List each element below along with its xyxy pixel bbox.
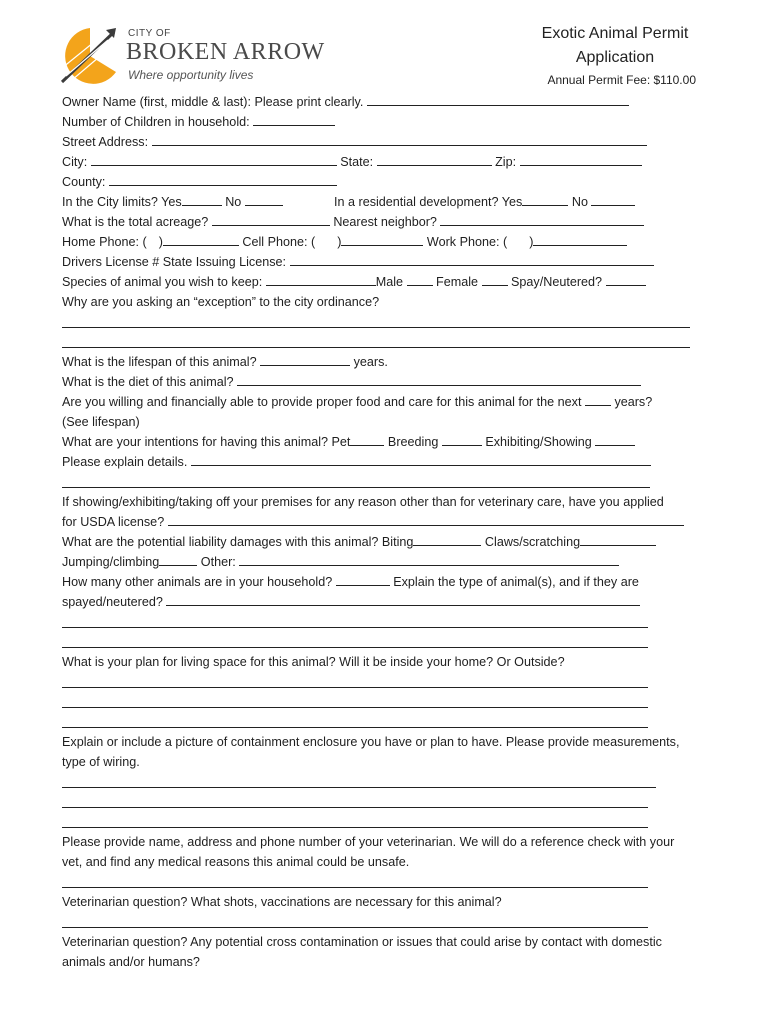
- street-label: Street Address:: [62, 135, 149, 149]
- spay-label: Spay/Neutered?: [511, 275, 603, 289]
- breeding-label: Breeding: [387, 435, 439, 449]
- lifespan-label: What is the lifespan of this animal?: [62, 355, 257, 369]
- permit-fee: Annual Permit Fee: $110.00: [547, 73, 696, 87]
- city-limits-no-label: No: [225, 195, 242, 209]
- other-label: Other:: [200, 555, 236, 569]
- work-phone-label: Work Phone: (: [426, 235, 508, 249]
- page-title: [530, 22, 700, 70]
- usda-label-1: If showing/exhibiting/taking off your premises for any reason other than for veterinary care, have you applied: [62, 495, 664, 509]
- acreage-field[interactable]: [212, 212, 330, 226]
- biting-field[interactable]: [413, 532, 481, 546]
- usda-field[interactable]: [168, 512, 684, 526]
- vet-info-line[interactable]: [62, 872, 702, 892]
- owner-name-label: Owner Name (first, middle & last): Please print clearly.: [62, 95, 364, 109]
- years-q-label: years?: [614, 395, 653, 409]
- neighbor-field[interactable]: [440, 212, 644, 226]
- vet-contamination-label: Veterinarian question? Any potential cross contamination or issues that could arise by contact with domestic animals and/or humans?: [62, 935, 662, 969]
- exception-line-1[interactable]: [62, 312, 702, 332]
- containment-line-3[interactable]: [62, 812, 702, 832]
- explain-line[interactable]: [62, 472, 702, 492]
- home-phone-label: Home Phone: (: [62, 235, 147, 249]
- female-field[interactable]: [482, 272, 508, 286]
- street-field[interactable]: [152, 132, 647, 146]
- home-phone-paren: ): [158, 235, 163, 249]
- other-animals-label: How many other animals are in your household?: [62, 575, 333, 589]
- license-field[interactable]: [290, 252, 654, 266]
- willing-label: Are you willing and financially able to provide proper food and care for this animal for the next: [62, 395, 582, 409]
- claws-field[interactable]: [580, 532, 656, 546]
- city-limits-no-field[interactable]: [245, 192, 283, 206]
- logo-city: CITY OF: [128, 28, 171, 39]
- explain-field[interactable]: [191, 452, 651, 466]
- jumping-label: Jumping/climbing: [62, 555, 160, 569]
- state-field[interactable]: [377, 152, 492, 166]
- lifespan-field[interactable]: [260, 352, 350, 366]
- breeding-field[interactable]: [442, 432, 482, 446]
- exhibiting-label: Exhibiting/Showing: [485, 435, 592, 449]
- explain-type-label: Explain the type of animal(s), and if they are: [393, 575, 639, 589]
- containment-line-2[interactable]: [62, 792, 702, 812]
- jumping-field[interactable]: [159, 552, 197, 566]
- living-space-label: What is your plan for living space for this animal? Will it be inside your home? Or Outside?: [62, 655, 565, 669]
- male-field[interactable]: [407, 272, 433, 286]
- spayed-field[interactable]: [166, 592, 640, 606]
- city-field[interactable]: [91, 152, 337, 166]
- exception-line-2[interactable]: [62, 332, 702, 352]
- license-label: Drivers License # State Issuing License:: [62, 255, 287, 269]
- acreage-label: What is the total acreage?: [62, 215, 209, 229]
- living-line-1[interactable]: [62, 672, 702, 692]
- neighbor-label: Nearest neighbor?: [333, 215, 437, 229]
- residential-no-field[interactable]: [591, 192, 635, 206]
- explain-label: Please explain details.: [62, 455, 188, 469]
- cell-phone-paren: ): [337, 235, 342, 249]
- willing-years-field[interactable]: [585, 392, 611, 406]
- work-phone-field[interactable]: [533, 232, 627, 246]
- exception-label: Why are you asking an “exception” to the city ordinance?: [62, 295, 380, 309]
- city-label: City:: [62, 155, 88, 169]
- containment-label: Explain or include a picture of containment enclosure you have or plan to have. Please provide measurements, type of wiring.: [62, 735, 680, 769]
- liability-label: What are the potential liability damages with this animal? Biting: [62, 535, 414, 549]
- county-label: County:: [62, 175, 106, 189]
- application-form: [62, 92, 702, 972]
- zip-field[interactable]: [520, 152, 642, 166]
- species-field[interactable]: [266, 272, 376, 286]
- species-label: Species of animal you wish to keep:: [62, 275, 263, 289]
- owner-name-field[interactable]: [367, 92, 629, 106]
- other-field[interactable]: [239, 552, 619, 566]
- living-line-2[interactable]: [62, 692, 702, 712]
- zip-label: Zip:: [495, 155, 517, 169]
- living-line-3[interactable]: [62, 712, 702, 732]
- county-field[interactable]: [109, 172, 337, 186]
- cell-phone-field[interactable]: [341, 232, 423, 246]
- see-lifespan-label: (See lifespan): [62, 415, 140, 429]
- exhibiting-field[interactable]: [595, 432, 635, 446]
- spayed-line-1[interactable]: [62, 612, 702, 632]
- home-phone-field[interactable]: [163, 232, 239, 246]
- claws-label: Claws/scratching: [484, 535, 581, 549]
- vet-shots-line[interactable]: [62, 912, 702, 932]
- spayed-label: spayed/neutered?: [62, 595, 163, 609]
- city-limits-label: In the City limits? Yes: [62, 195, 182, 209]
- years-label: years.: [353, 355, 388, 369]
- residential-yes-field[interactable]: [522, 192, 568, 206]
- vet-shots-label: Veterinarian question? What shots, vaccinations are necessary for this animal?: [62, 895, 502, 909]
- spayed-line-2[interactable]: [62, 632, 702, 652]
- logo-tagline: Where opportunity lives: [128, 68, 254, 82]
- work-phone-paren: ): [529, 235, 534, 249]
- logo-name: BROKEN ARROW: [126, 39, 325, 65]
- pet-field[interactable]: [350, 432, 384, 446]
- female-label: Female: [436, 275, 479, 289]
- title-line1: Exotic Animal Permit: [541, 25, 689, 42]
- city-logo: [58, 24, 358, 94]
- children-label: Number of Children in household:: [62, 115, 250, 129]
- other-animals-field[interactable]: [336, 572, 390, 586]
- spay-field[interactable]: [606, 272, 646, 286]
- cell-phone-label: Cell Phone: (: [242, 235, 316, 249]
- intentions-label: What are your intentions for having this animal? Pet: [62, 435, 351, 449]
- male-label: Male: [375, 275, 404, 289]
- state-label: State:: [340, 155, 374, 169]
- vet-info-label: Please provide name, address and phone number of your veterinarian. We will do a reference check with your vet, and find any medical reasons this animal could be unsafe.: [62, 835, 675, 869]
- children-field[interactable]: [253, 112, 335, 126]
- city-limits-yes-field[interactable]: [182, 192, 222, 206]
- containment-line-1[interactable]: [62, 772, 702, 792]
- usda-label-2: for USDA license?: [62, 515, 165, 529]
- residential-no-label: No: [571, 195, 588, 209]
- arrow-logo-icon: [58, 24, 128, 86]
- title-line2: Application: [575, 49, 655, 66]
- residential-label: In a residential development? Yes: [334, 195, 523, 209]
- diet-field[interactable]: [237, 372, 641, 386]
- diet-label: What is the diet of this animal?: [62, 375, 234, 389]
